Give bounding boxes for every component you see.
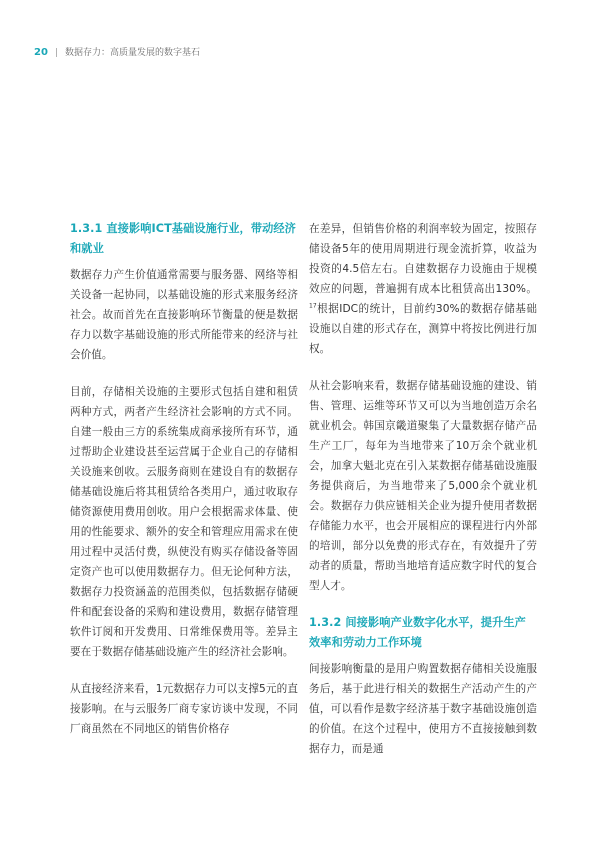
right-paragraph-3: 间接影响衡量的是用户购置数据存储相关设施服务后，基于此进行相关的数据生产活动产生的产值，可以看作是数字经济基于数字基础设施创造的价值。在这个过程中，使用方不直接接触到数据存力，而是通 [309, 663, 537, 755]
header-separator: | [54, 48, 58, 58]
left-paragraph-3: 从直接经济来看，1元数据存力可以支撑5元的直接影响。在与云服务厂商专家访谈中发现，不同厂商虽然在不同地区的销售价格存 [70, 683, 298, 735]
page-number: 20 [34, 47, 48, 58]
section-heading-1-3-1: 1.3.1 直接影响ICT基础设施行业，带动经济和就业 [70, 222, 296, 255]
right-column [309, 219, 537, 776]
left-paragraph-1: 数据存力产生价值通常需要与服务器、网络等相关设备一起协同，以基础设施的形式来服务经济社会。故而首先在直接影响环节衡量的便是数据存力以数字基础设施的形式所能带来的经济与社会价值。 [70, 269, 298, 361]
section-heading-1-3-2: 1.3.2 间接影响产业数字化水平，提升生产效率和劳动力工作环境 [309, 616, 526, 649]
right-paragraph-1-part-a: 在差异，但销售价格的利润率较为固定，按照存储设备5年的使用周期进行现金流折算，收益为投资的4.5倍左右。自建数据存力设施由于规模效应的问题，普遍拥有成本比租赁高出130%。 [309, 223, 537, 295]
footnote-ref-17[interactable]: 17 [309, 302, 317, 310]
left-column [70, 219, 298, 756]
right-paragraph-1 [309, 219, 537, 359]
right-paragraph-2: 从社会影响来看，数据存储基础设施的建设、销售、管理、运维等环节又可以为当地创造万余名就业机会。韩国京畿道聚集了大量数据存储产品生产工厂，每年为当地带来了10万余个就业机会，加拿大魁北克在引入某数据存储基础设施服务提供商后，为当地带来了5,000余个就业机会。数据存力供应链相关企业为提升使用者数据存储能力水平，也会开展相应的课程进行内外部的培训，部分以免费的形式存在，有效提升了劳动者的质量，帮助当地培育适应数字时代的复合型人才。 [309, 380, 537, 592]
left-paragraph-2: 目前，存储相关设施的主要形式包括自建和租赁两种方式，两者产生经济社会影响的方式不同。自建一般由三方的系统集成商承接所有环节，通过帮助企业建设甚至运营属于企业自己的存储相关设施来创收。云服务商则在建设自有的数据存储基础设施后将其租赁给各类用户，通过收取存储资源使用费用创收。用户会根据需求体量、使用的性能要求、额外的安全和管理应用需求在使用过程中灵活付费，纵使没有购买存储设备等固定资产也可以使用数据存力。但无论何种方法，数据存力投资涵盖的范围类似，包括数据存储硬件和配套设备的采购和建设费用，数据存储管理软件订阅和开发费用、日常维保费用等。差异主要在于数据存储基础设施产生的经济社会影响。 [70, 386, 298, 658]
running-header [34, 47, 200, 59]
running-title: 数据存力：高质量发展的数字基石 [64, 48, 200, 58]
right-paragraph-1-part-b: 根据IDC的统计，目前约30%的数据存储基础设施以自建的形式存在，测算中将按比例进行加权。 [309, 303, 537, 355]
